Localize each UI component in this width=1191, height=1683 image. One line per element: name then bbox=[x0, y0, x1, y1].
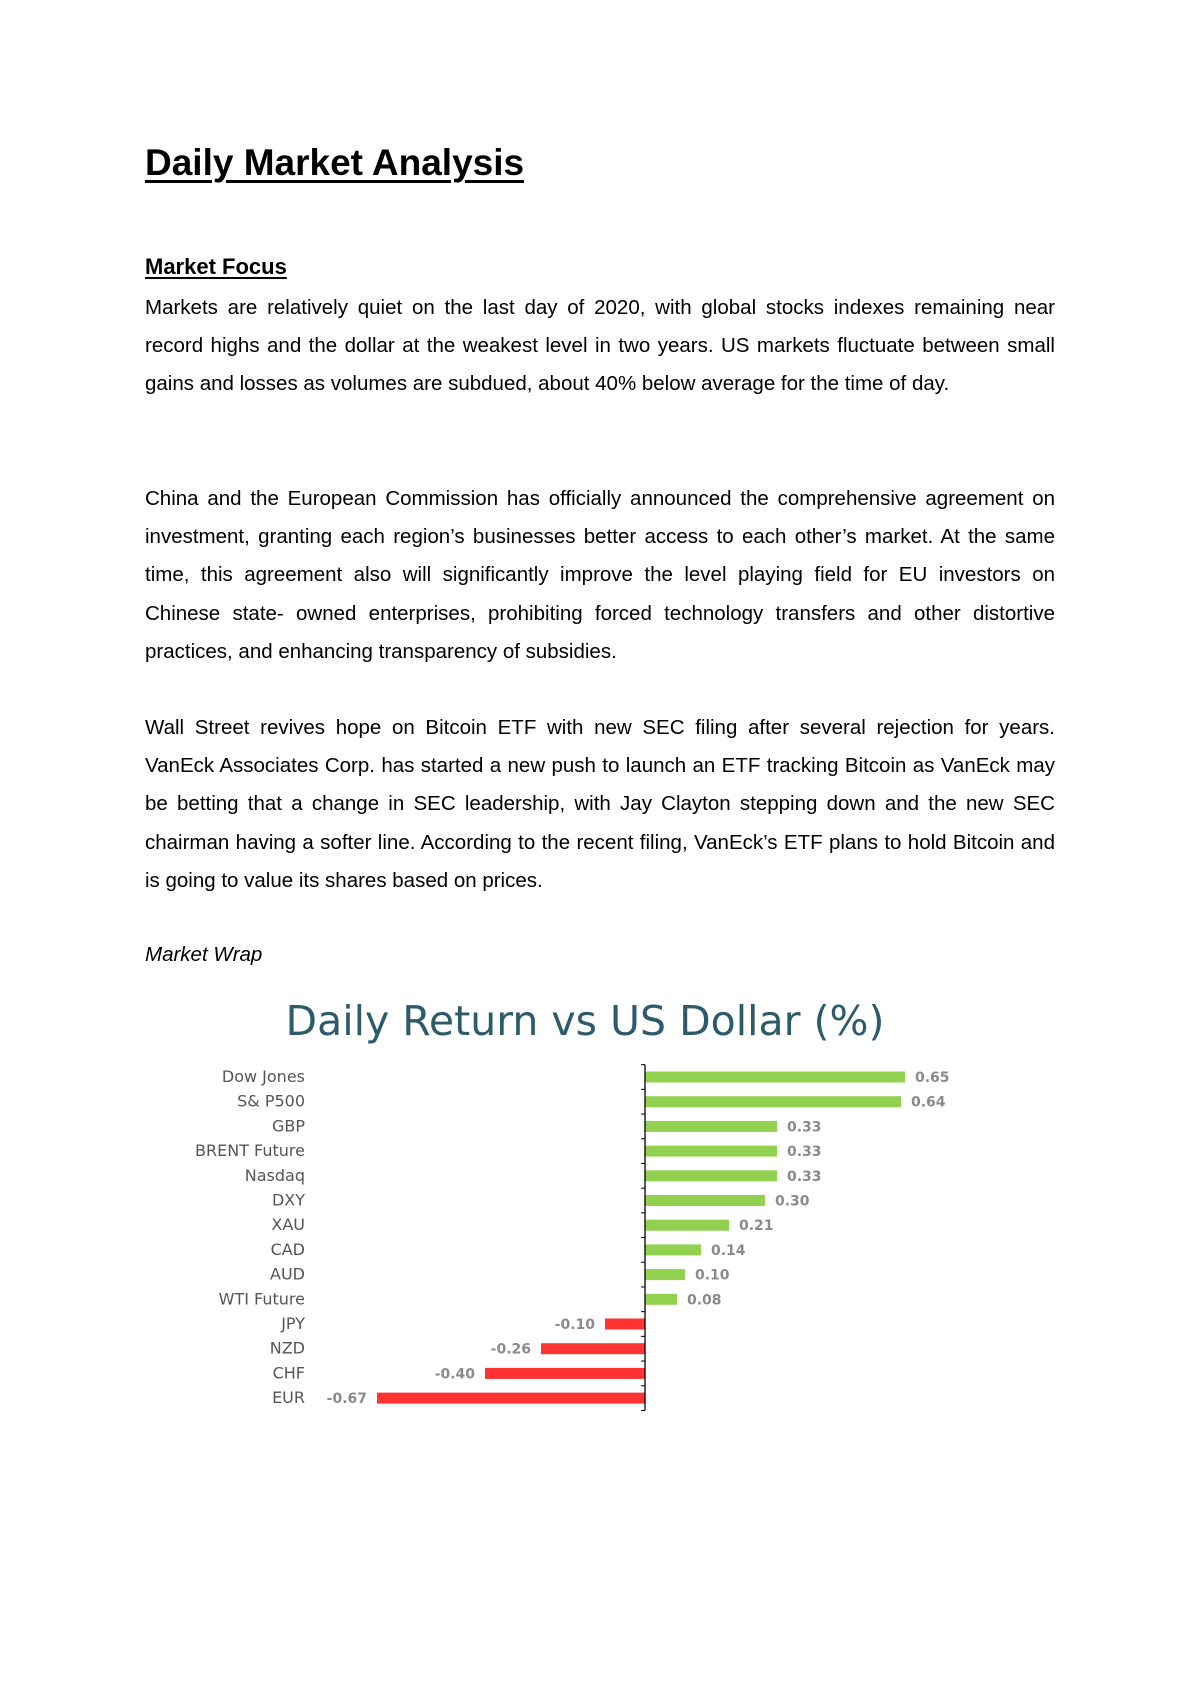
bar bbox=[645, 1195, 765, 1206]
data-label: 0.33 bbox=[787, 1144, 822, 1161]
category-label: CAD bbox=[270, 1239, 305, 1259]
category-label: AUD bbox=[270, 1264, 305, 1284]
data-label: 0.14 bbox=[711, 1242, 746, 1259]
bar bbox=[645, 1294, 677, 1305]
category-label: CHF bbox=[272, 1363, 305, 1383]
category-label: NZD bbox=[269, 1338, 305, 1358]
daily-return-chart bbox=[180, 985, 980, 1425]
category-label: EUR bbox=[272, 1388, 305, 1408]
bar bbox=[645, 1121, 777, 1132]
category-label: GBP bbox=[271, 1116, 305, 1136]
paragraph-market-overview: Markets are relatively quiet on the last day of 2020, with global stocks indexes remaining near record highs and the dollar at the weakest level in two years. US markets fluctuate between small gains and losses as volumes are subdued, about 40% below average for the time of day. bbox=[145, 296, 1055, 396]
data-label: 0.33 bbox=[787, 1168, 822, 1185]
category-label: Nasdaq bbox=[244, 1165, 305, 1185]
paragraph-bitcoin-etf: Wall Street revives hope on Bitcoin ETF with new SEC filing after several rejection for years. VanEck Associates Corp. has started a new push to launch an ETF tracking Bitcoin as VanEck may be betting that a change in SEC leadership, with Jay Clayton stepping down and the new SEC chairman having a softer line. According to the recent filing, VanEck’s ETF plans to hold Bitcoin and is going to value its shares based on prices. bbox=[145, 716, 1055, 892]
data-label: 0.10 bbox=[695, 1267, 730, 1284]
bar bbox=[541, 1343, 645, 1354]
category-label: DXY bbox=[271, 1190, 305, 1210]
chart-title: Daily Return vs US Dollar (%) bbox=[285, 997, 885, 1045]
category-label: JPY bbox=[281, 1314, 305, 1333]
section-heading-market-focus: Market Focus bbox=[145, 254, 287, 279]
data-label: -0.67 bbox=[326, 1391, 367, 1408]
bar bbox=[645, 1146, 777, 1157]
bar bbox=[645, 1170, 777, 1181]
bar bbox=[645, 1244, 701, 1255]
bar bbox=[605, 1319, 645, 1330]
bar bbox=[377, 1393, 645, 1404]
paragraph-china-eu-agreement: China and the European Commission has officially announced the comprehensive agreement on investment, granting each region’s businesses better access to each other’s market. At the same time, this agreement also will significantly improve the level playing field for EU investors on Chinese state- owned enterprises, prohibiting forced technology transfers and other distortive practices, and enhancing transparency of subsidies. bbox=[145, 487, 1055, 663]
data-label: -0.10 bbox=[554, 1317, 595, 1333]
category-label: S& P500 bbox=[237, 1091, 305, 1111]
data-label: 0.65 bbox=[915, 1070, 950, 1086]
data-label: -0.40 bbox=[434, 1366, 475, 1383]
bar bbox=[645, 1072, 905, 1083]
category-label: WTI Future bbox=[218, 1289, 305, 1309]
bar bbox=[645, 1269, 685, 1280]
category-label: Dow Jones bbox=[221, 1067, 305, 1086]
data-label: 0.21 bbox=[739, 1218, 774, 1235]
bar bbox=[645, 1220, 729, 1231]
category-label: BRENT Future bbox=[195, 1141, 305, 1161]
data-label: -0.26 bbox=[490, 1341, 531, 1358]
page-title: Daily Market Analysis bbox=[145, 142, 525, 183]
data-label: 0.64 bbox=[911, 1094, 946, 1111]
data-label: 0.30 bbox=[775, 1193, 810, 1210]
sub-heading-market-wrap: Market Wrap bbox=[145, 943, 263, 966]
data-label: 0.08 bbox=[687, 1292, 722, 1309]
category-label: XAU bbox=[271, 1215, 305, 1235]
bar bbox=[645, 1096, 901, 1107]
bar bbox=[485, 1368, 645, 1379]
data-label: 0.33 bbox=[787, 1119, 822, 1136]
